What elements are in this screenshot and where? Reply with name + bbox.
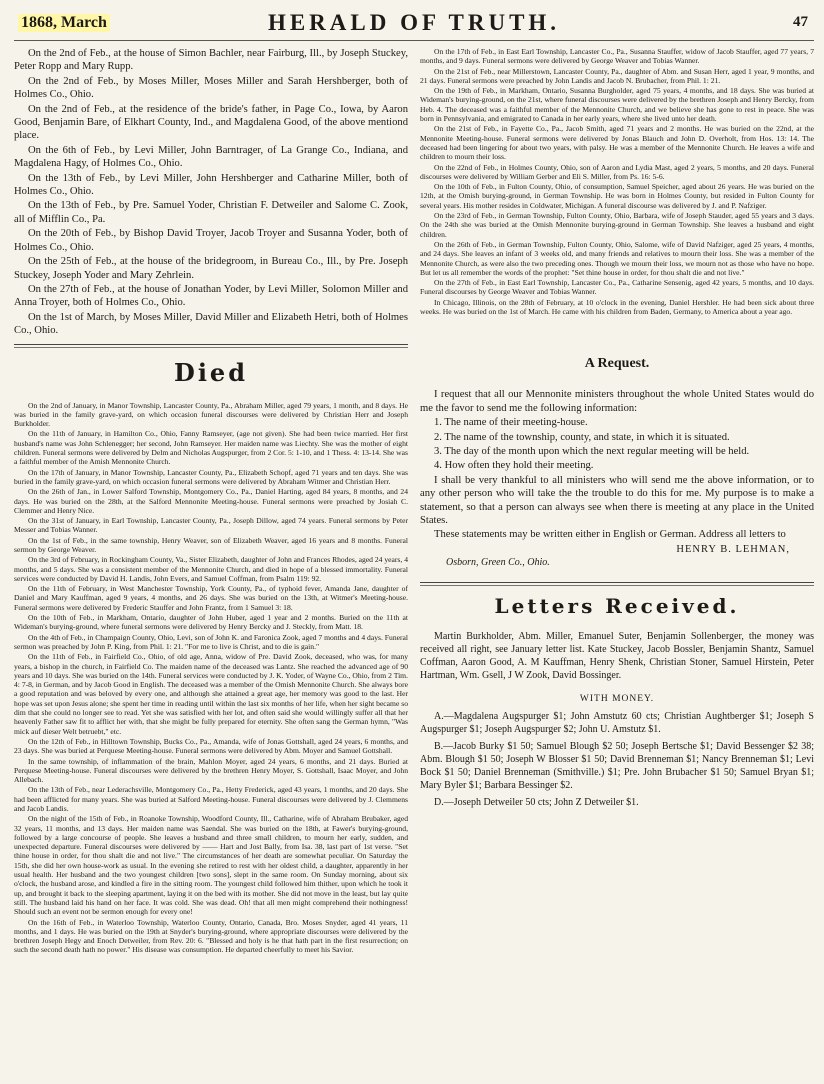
obituary: On the 4th of Feb., in Champaign County, Ohio, Levi, son of John K. and Faronica Zook, aged 7 months and 4 days. Funeral sermon was preached by John P. King, from Phil. 1: 21. "For me to live is Christ, and to die is gain." (14, 632, 408, 651)
obituary: On the 3rd of February, in Rockingham County, Va., Sister Elizabeth, daughter of John and Frances Rhodes, aged 24 years, 4 months, and 5 days. She was a consistent member of the Mennonite Church, and died in hope of a blessed immortality. Funeral services were conducted by David H. Landis, John Evers, and Samuel Coffman, from Psalm 119: 92. (14, 555, 408, 583)
marriage-notice: On the 2nd of Feb., by Moses Miller, Moses Miller and Sarah Hershberger, both of Holmes Co., Ohio. (14, 75, 408, 101)
obituary: On the 1st of Feb., in the same township, Henry Weaver, son of Elizabeth Weaver, aged 16 years and 8 months. Funeral sermon by George Weaver. (14, 535, 408, 554)
money-entry: B.—Jacob Burky $1 50; Samuel Blough $2 50; Joseph Bertsche $1; David Bessenger $2 38; Abm. Blough $1 50; Joseph W Blosser $1 50; David Brenneman $1; Nancy Brenneman $1; Levi Bock $1 50; Daniel Brenneman (Smithville.) $1; Pre. John Brubacher $1 50; Samuel Bryan $1; Mary Byler $1; Barbara Bessinger $2. (420, 740, 814, 791)
left-column (14, 47, 408, 956)
masthead (14, 6, 814, 41)
letters-section (420, 594, 814, 809)
request-item: 1. The name of their meeting-house. (434, 417, 588, 429)
obituary: On the 16th of Feb., in Waterloo Township, Waterloo County, Ontario, Canada, Bro. Moses Snyder, aged 41 years, 11 months, and 1 days. He was buried on the 19th at Snyder's burying-ground, where appropriate discourses were delivered by the brethren Joseph Hegy and Enoch Detweiler, from Rev. 20: 6. "Blessed and holy is he that hath part in the first resurrection; on such the second death hath no power." His disease was consumption. He departed cheerfully to meet his Savior. (14, 917, 408, 955)
request-heading: A Request. (584, 356, 650, 372)
request-item: 3. The day of the month upon which the next regular meeting will be held. (434, 445, 750, 457)
obituary: On the 21st of Feb., near Millerstown, Lancaster County, Pa., daughter of Abm. and Susan Herr, aged 1 year, 9 months, and 21 days. Funeral sermons were preached by John Landis and Jacob N. Brubacher, from Phil. 1: 21. (420, 66, 814, 85)
letters-intro: Martin Burkholder, Abm. Miller, Emanuel Suter, Benjamin Sollenberger, the money was received all right, see January letter list. Kate Stuckey, Jacob Bossler, Benjamin Shantz, Samuel Coffman, Aaron Good, A. M Kauffman, Henry Shenk, Christian Stoner, Samuel Hirstein, Peter Hartman, Wm. Gsell, J W Zook, David Bossinger. (420, 630, 814, 681)
marriage-notice: On the 2nd of Feb., at the residence of the bride's father, in Page Co., Iowa, by Aaron Good, Benjamin Bare, of Elkhart County, Ind., and Magdalena Good, of the above mentiond place. (14, 103, 408, 142)
newspaper-title: HERALD OF TRUTH. (267, 10, 561, 35)
obituary: On the 12th of Feb., in Hilltown Township, Bucks Co., Pa., Amanda, wife of Jonas Gottshall, aged 24 years, 6 months, and 23 days. She was buried at Perquese Meeting-house. Funeral sermons were delivered by Abm. Moyer and Samuel Gottshall. (14, 736, 408, 756)
page-number: 47 (793, 14, 808, 30)
obituary: On the 22nd of Feb., in Holmes County, Ohio, son of Aaron and Lydia Mast, aged 2 years, 5 months, and 20 days. Funeral discourses were delivered by William Gerber and Eli S. Miller, from Ps. 16: 5-6. (420, 162, 814, 181)
obituary: On the 26th of Jan., in Lower Salford Township, Montgomery Co., Pa., Daniel Harting, aged 84 years, 8 months, and 24 days. He was buried on the 28th, at the Salford Mennonite Meeting-house. Funeral sermons were preached by Josiah C. Clemmer and Henry Nice. (14, 487, 408, 515)
obituary: On the 2nd of January, in Manor Township, Lancaster County, Pa., Abraham Miller, aged 79 years, 1 month, and 8 days. He was buried in the family grave-yard, on which occasion funeral discourses were delivered by Christian Herr and Joseph Burkholder. (14, 400, 408, 429)
marriage-notice: On the 1st of March, by Moses Miller, David Miller and Elizabeth Hetri, both of Holmes Co., Ohio. (14, 311, 408, 337)
died-heading: Died (174, 357, 248, 387)
marriage-notice: On the 2nd of Feb., at the house of Simon Bachler, near Fairburg, Ill., by Joseph Stuckey, Peter Ropp and Mary Rupp. (14, 48, 408, 73)
request-address: Osborn, Green Co., Ohio. (446, 556, 550, 568)
obituary: On the 10th of Feb., in Markham, Ontario, daughter of John Huber, aged 1 year and 2 months. Buried on the 11th at Wideman's burying-ground, where funeral sermons were delivered by Henry Bercky and J. Steckly, from Matt. 18. (14, 613, 408, 632)
request-item: 4. How often they hold their meeting. (434, 460, 594, 472)
obituary: On the 26th of Feb., in German Township, Fulton County, Ohio, Salome, wife of David Nafziger, aged 25 years, 4 months, and 24 days. She leaves an infant of 3 weeks old, and many friends and relatives to mourn their loss. She was a member of the Mennonite Church, as were also the two preceding ones. Though we mourn their loss, we mourn not as those who have no hope. But let us all remember the words of the prophet: "Set thine house in order, for thou shalt die and not live." (420, 239, 814, 277)
obituary: On the 19th of Feb., in Markham, Ontario, Susanna Burgholder, aged 75 years, 4 months, and 18 days. She was buried at Wideman's burying-ground, on the 21st, where funeral discourses were delivered by the brethren Joseph and Henry Bercky, from Heb. 4. The deceased was a faithful member of the Mennonite Church, and we believe she has gone to rest in peace. She was born in Pennsylvania, and emigrated to Canada in her early years, where she lived unto her death. (420, 86, 814, 124)
obituary: On the night of the 15th of Feb., in Roanoke Township, Woodford County, Ill., Catharine, wife of Abraham Brubaker, aged 32 years, 11 months, and 13 days. Her maiden name was Saendal. She was buried on the 18th, at Fawer's burying-ground, followed by a large concourse of people. She leaves a husband and three small children, to mourn her early, sudden, and unexpected departure. Funeral discourses were delivered by —— Hart and Jost Bally, from Isa. 38, last part of 1st verse. "Set thine house in order, for thou shalt die and not live." The circumstances of her death are somewhat peculiar. On Saturday the 15th, she did her own house-work as usual. In the evening she retired to rest with her oldest child, a daughter, apparently in her usual health. Her husband and the two youngest children [two sons], slept in the same room. On Sunday morning, about six o'clock, the husband arose, and kindled a fire in the sitting room. The youngest child followed him thither, upon which he took it up, and brought it back to the sleeping apartment, laying it on the bed with its mother. She did not move in the least, but lay quite still. The husband laid his hand on her face. It was cold. She was dead. Oh! that all men might comprehend their nothingness! Should such an event not be sermon enough for every one! (14, 814, 408, 917)
letters-heading: Letters Received. (494, 593, 740, 618)
obituary: In the same township, of inflammation of the brain, Mahlon Moyer, aged 24 years, 6 months, and 21 days. Buried at Perquese Meeting-house. Funeral discourses were delivered by the brethren Henry Moyer, S. Gottshall, Isaac Moyer, and John Allebach. (14, 756, 408, 785)
money-entry: D.—Joseph Detweiler 50 cts; John Z Detweiler $1. (434, 796, 639, 808)
obituary: On the 27th of Feb., in East Earl Township, Lancaster Co., Pa., Catharine Sensenig, aged 42 years, 5 months, and 10 days. Funeral discourses by George Weaver and Tobias Wanner. (420, 278, 814, 297)
obituary: On the 21st of Feb., in Fayette Co., Pa., Jacob Smith, aged 71 years and 2 months. He was buried on the 22nd, at the Mennonite Meeting-house. Funeral sermons were delivered by Jonas Blauch and John D. Overholt, from Hos. 13: 14. The deceased had been lingering for about two years, with palsy. He was a member of the Mennonite Church. He leaves a wife and children to mourn their loss. (420, 124, 814, 162)
right-column (420, 47, 814, 956)
with-money-label: WITH MONEY. (579, 693, 655, 704)
obituary: On the 17th of Feb., in East Earl Township, Lancaster Co., Pa., Susanna Stauffer, widow of Jacob Stauffer, aged 77 years, 7 months, and 9 days. Funeral sermons were delivered by George Weaver and Tobias Wanner. (420, 47, 814, 66)
obituary: On the 13th of Feb., near Lederachsville, Montgomery Co., Pa., Hetty Frederick, aged 43 years, 1 months, and 20 days. She had been afflicted for many years. She was buried at Salford Meeting-house. Funeral discourses were delivered by J. Clemmens and Jacob Landis. (14, 785, 408, 813)
marriage-notices (14, 47, 408, 338)
obituary: On the 11th of January, in Hamilton Co., Ohio, Fanny Ramseyer, (age not given). She had been twice married. Her first husband's name was John Schlenegger; her second, John Ramseyer. Her maiden name was Liechty. She was the mother of eight children. Funeral sermons were delivered by Delm and Nicholas Augspurger, from 2 Cor. 5: 1-10, and 1 Thess. 4: 13-14. She was a faithful member of the Amish Mennonite Church. (14, 429, 408, 467)
obituaries-right (420, 47, 814, 316)
obituary: On the 31st of January, in Earl Township, Lancaster County, Pa., Joseph Dillow, aged 74 years. Funeral sermons by Peter Messer and Tobias Wanner. (14, 516, 408, 535)
request-item: 2. The name of the township, county, and state, in which it is situated. (434, 431, 730, 443)
obituary: On the 10th of Feb., in Fulton County, Ohio, of consumption, Samuel Speicher, aged about 26 years. He was buried on the 12th, at the Omish burying-ground, in German Township. He was born in Holmes County, but resided in Fulton County for several years. His mother resides in Coldwater, Michigan. A funeral discourse was delivered by J. and P. Nafziger. (420, 182, 814, 210)
marriage-notice: On the 13th of Feb., by Pre. Samuel Yoder, Christian F. Detweiler and Salome C. Zook, all of Mifflin Co., Pa. (14, 200, 408, 225)
marriage-notice: On the 25th of Feb., at the house of the bridegroom, in Bureau Co., Ill., by Pre. Joseph Stuckey, Joseph Yoder and Mary Zehrlein. (14, 256, 408, 281)
columns (14, 47, 814, 956)
obituary: On the 11th of February, in West Manchester Township, York County, Pa., of typhoid fever, Amanda Jane, daughter of Daniel and Mary Kauffman, aged 9 years, 4 months, and 26 days. She was buried on the 13th, at Witmer's Meeting-house. Funeral sermons were delivered by Frederic Stauffer and John Frantz, from 1 Samuel 3: 18. (14, 584, 408, 612)
request-signature: HENRY B. LEHMAN, (676, 543, 790, 555)
request-paragraph: I request that all our Mennonite ministers throughout the whole United States would do me the favor to send me the following information: (420, 389, 814, 414)
section-divider (420, 582, 814, 586)
obituary: On the 11th of Feb., in Fairfield Co., Ohio, of old age, Anna, widow of Pre. David Zook, deceased, who was, for many years, a bishop in the church, in Fairfield Co. The maiden name of the deceased was Lantz. She reached the advanced age of 90 years and 10 days. She was buried on the 14th. Funeral services were conducted by J. K. Yoder, of Wayne Co., Ohio, from 2 Tim. 4: 7-8, in German, and by Jacob Good in English. The deceased was a member of the Omish Mennonite Church. She always bore a good reputation and was beloved by every one, and although she attained a great age, her memory was good to the last. Her hope was set upon Jesus alone; she spent her time in reading until within the last six months of her life, when her sight became so dim that she could no longer see to read. Yet she was satisfied with her lot, and often said she would willingly suffer all that her heavenly Father saw fit to afflict her with, that she might be fully prepared for eternity. She often sang the German hymn, "Was mick auf dieser Welt betruebt," etc. (14, 652, 408, 736)
obituary: In Chicago, Illinois, on the 28th of February, at 10 o'clock in the evening, Daniel Hershler. He had been sick about three weeks. He was buried on the 1st of March. He came with his children from Baden, Germany, to America about a year ago. (420, 297, 814, 317)
obituaries-left (14, 401, 408, 955)
marriage-notice: On the 27th of Feb., at the house of Jonathan Yoder, by Levi Miller, Solomon Miller and Anna Troyer, both of Holmes Co., Ohio. (14, 283, 408, 309)
obituary: On the 23rd of Feb., in German Township, Fulton County, Ohio, Barbara, wife of Joseph Stauder, aged 55 years and 3 days. On the 24th she was buried at the Omish Mennonite burying-ground in German Township. She leaves a husband and eight children. (420, 211, 814, 239)
request-paragraph: I shall be very thankful to all ministers who will send me the above information, or to any other person who will take the the trouble to do this for me. My purpose is to make a statement, so that a person can always see when there is meeting at any place in the United States. (420, 474, 814, 526)
marriage-notice: On the 6th of Feb., by Levi Miller, John Barntrager, of La Grange Co., Indiana, and Magdalena Hagy, of Holmes Co., Ohio. (14, 144, 408, 170)
marriage-notice: On the 20th of Feb., by Bishop David Troyer, Jacob Troyer and Susanna Yoder, both of Holmes Co., Ohio. (14, 228, 408, 253)
issue-date: 1868, March (18, 14, 110, 32)
money-entry: A.—Magdalena Augspurger $1; John Amstutz 60 cts; Christian Aughtberger $1; Joseph S Augspurger $1; Joseph Augspurger $2; John U. Amstutz $1. (420, 710, 814, 735)
obituary: On the 17th of January, in Manor Township, Lancaster County, Pa., Elizabeth Schopf, aged 71 years and ten days. She was buried in the family grave-yard, on which occasion funeral sermons were delivered by Abraham Witmer and Christian Herr. (14, 467, 408, 486)
section-divider (14, 344, 408, 348)
request-section (420, 356, 814, 567)
marriage-notice: On the 13th of Feb., by Levi Miller, John Hershberger and Catharine Miller, both of Holmes Co., Ohio. (14, 172, 408, 198)
request-paragraph: These statements may be written either in English or German. Address all letters to (434, 529, 786, 541)
